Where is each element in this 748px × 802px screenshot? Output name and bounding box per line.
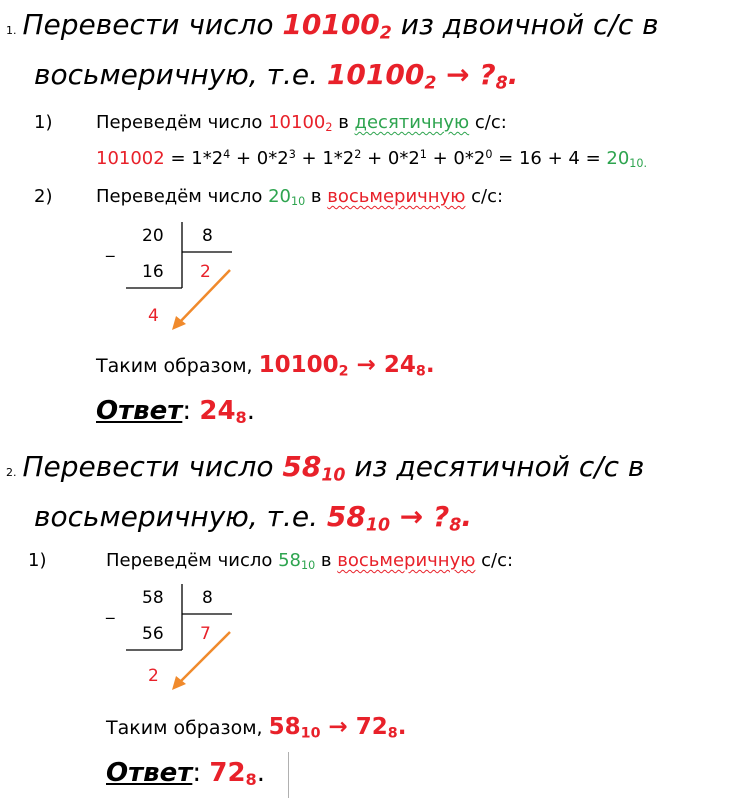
task1-step1-formula: $101002 = 1*2^4 + 0*2^3 + 1*2^2 + 0*2^1 + 0*2^0 = 16 + 4 = 20_{10.}$ <box>96 147 648 170</box>
task1-quotient: 2 <box>200 262 211 282</box>
task2-step1-index: 1) <box>28 550 47 571</box>
task2-quotient: 7 <box>200 624 211 644</box>
task1-dividend: 20 <box>142 226 164 246</box>
task1-number: 1. <box>6 24 17 37</box>
task2-conclusion: Таким образом, $58_{10} \to 72_8$. <box>106 714 407 742</box>
task1-conclusion: Таким образом, $10100_2 \to 24_8$. <box>96 352 435 380</box>
task2-remainder-arrow <box>172 632 230 690</box>
task1-divisor: 8 <box>202 226 213 246</box>
task1-minus-sign: _ <box>106 238 115 258</box>
task2-source-number: $58_{10}$ <box>282 450 346 486</box>
task1-step2-index: 2) <box>34 186 53 207</box>
task2-divisor: 8 <box>202 588 213 608</box>
task2-division-diagram <box>0 560 260 700</box>
task1-remainder-arrow <box>172 270 230 330</box>
task2-remainder: 2 <box>148 666 159 686</box>
task2-heading-line2: восьмеричную, т.е. $58_{10}$ → $?_8$. <box>34 500 472 536</box>
task1-answer: Ответ: $24_8$. <box>96 396 256 428</box>
task1-source-number: $10100_2$ <box>282 8 392 44</box>
task1-remainder: 4 <box>148 306 159 326</box>
task1-division-diagram <box>0 0 260 340</box>
task2-heading-line1: 2. Перевести число $58_{10}$ из десятичной с/с в <box>6 450 645 486</box>
task2-number: 2. <box>6 466 17 479</box>
task1-product: 16 <box>142 262 164 282</box>
task1-step2-text: Переведём число $20_{10}$ в восьмеричную с/с: <box>96 186 504 208</box>
task1-conversion-target: $10100_2$ → $?_8$. <box>326 58 519 94</box>
task2-dividend: 58 <box>142 588 164 608</box>
task2-product: 56 <box>142 624 164 644</box>
task2-answer: Ответ: $72_8$. <box>106 758 266 790</box>
task2-minus-sign: _ <box>106 600 115 620</box>
task1-step1-text: Переведём число $10100_2$ в десятичную с/с: <box>96 112 507 134</box>
text-cursor <box>288 752 289 798</box>
task1-heading-line2: восьмеричную, т.е. $10100_2$ → $?_8$. <box>34 58 519 94</box>
task2-step1-text: Переведём число $58_{10}$ в восьмеричную с/с: <box>106 550 514 572</box>
task1-heading-line1: 1. Перевести число $10100_2$ из двоичной с/с в <box>6 8 659 44</box>
task1-step1-index: 1) <box>34 112 53 133</box>
task2-conversion-target: $58_{10}$ → $?_8$. <box>326 500 472 536</box>
